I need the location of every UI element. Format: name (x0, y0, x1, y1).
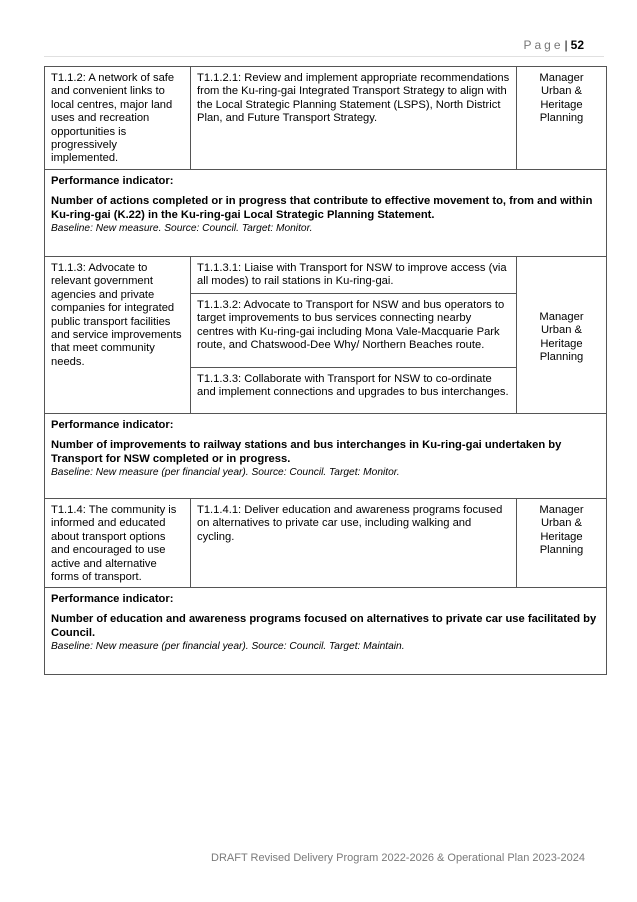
performance-cell (45, 170, 607, 257)
action-cell: T1.1.4.1: Deliver education and awareness programs focused on alternatives to private car use, including walking and cycling. (191, 499, 517, 588)
action-cell: T1.1.3.2: Advocate to Transport for NSW and bus operators to target improvements to bus services connecting nearby centres with Ku-ring-gai including Mona Vale-Macquarie Park route, and Chatswood-Dee Why/ Northern Beaches route. (191, 294, 517, 368)
outcome-cell: T1.1.4: The community is informed and educated about transport options and encouraged to use active and alternative forms of transport. (45, 499, 191, 588)
outcome-cell: T1.1.3: Advocate to relevant government agencies and private companies for integrated public transport facilities and service improvements that meet community needs. (45, 257, 191, 414)
page-separator: | (564, 38, 568, 52)
performance-heading: Performance indicator: (51, 593, 174, 605)
responsible-cell: Manager Urban & Heritage Planning (517, 499, 607, 588)
performance-row (45, 588, 607, 675)
performance-cell (45, 414, 607, 499)
action-cell: T1.1.3.1: Liaise with Transport for NSW to improve access (via all modes) to rail stations in Ku-ring-gai. (191, 257, 517, 294)
outcome-cell: T1.1.2: A network of safe and convenient links to local centres, major land uses and recreation opportunities is progressively implemented. (45, 67, 191, 170)
table-row (45, 67, 607, 170)
page-number: 52 (570, 38, 584, 52)
performance-row (45, 414, 607, 499)
responsible-cell: Manager Urban & Heritage Planning (517, 257, 607, 414)
performance-text: Number of actions completed or in progress that contribute to effective movement to, from and within Ku-ring-gai (K.22) in the Ku-ring-gai Local Strategic Planning Statement. (51, 195, 593, 221)
performance-cell (45, 588, 607, 675)
header-divider (44, 56, 604, 57)
action-cell: T1.1.2.1: Review and implement appropriate recommendations from the Ku-ring-gai Integrated Transport Strategy to align with the Local Strategic Planning Statement (LSPS), North District Plan, and Future Transport Strategy. (191, 67, 517, 170)
performance-row (45, 170, 607, 257)
page-footer: DRAFT Revised Delivery Program 2022-2026 & Operational Plan 2023-2024 (211, 852, 585, 864)
responsible-cell: Manager Urban & Heritage Planning (517, 67, 607, 170)
page-header (523, 38, 584, 52)
table-row (45, 257, 607, 294)
action-cell: T1.1.3.3: Collaborate with Transport for NSW to co-ordinate and implement connections and upgrades to bus interchanges. (191, 368, 517, 414)
table-row (45, 499, 607, 588)
performance-heading: Performance indicator: (51, 419, 174, 431)
performance-baseline: Baseline: New measure (per financial year). Source: Council. Target: Maintain. (51, 641, 405, 653)
delivery-program-table (44, 66, 607, 675)
performance-baseline: Baseline: New measure (per financial year). Source: Council. Target: Monitor. (51, 467, 400, 479)
page-label: Page (523, 38, 564, 52)
performance-baseline: Baseline: New measure. Source: Council. Target: Monitor. (51, 223, 313, 235)
performance-text: Number of education and awareness programs focused on alternatives to private car use facilitated by Council. (51, 613, 597, 639)
performance-text: Number of improvements to railway stations and bus interchanges in Ku-ring-gai undertaken by Transport for NSW completed or in progress. (51, 439, 562, 465)
performance-heading: Performance indicator: (51, 175, 174, 187)
